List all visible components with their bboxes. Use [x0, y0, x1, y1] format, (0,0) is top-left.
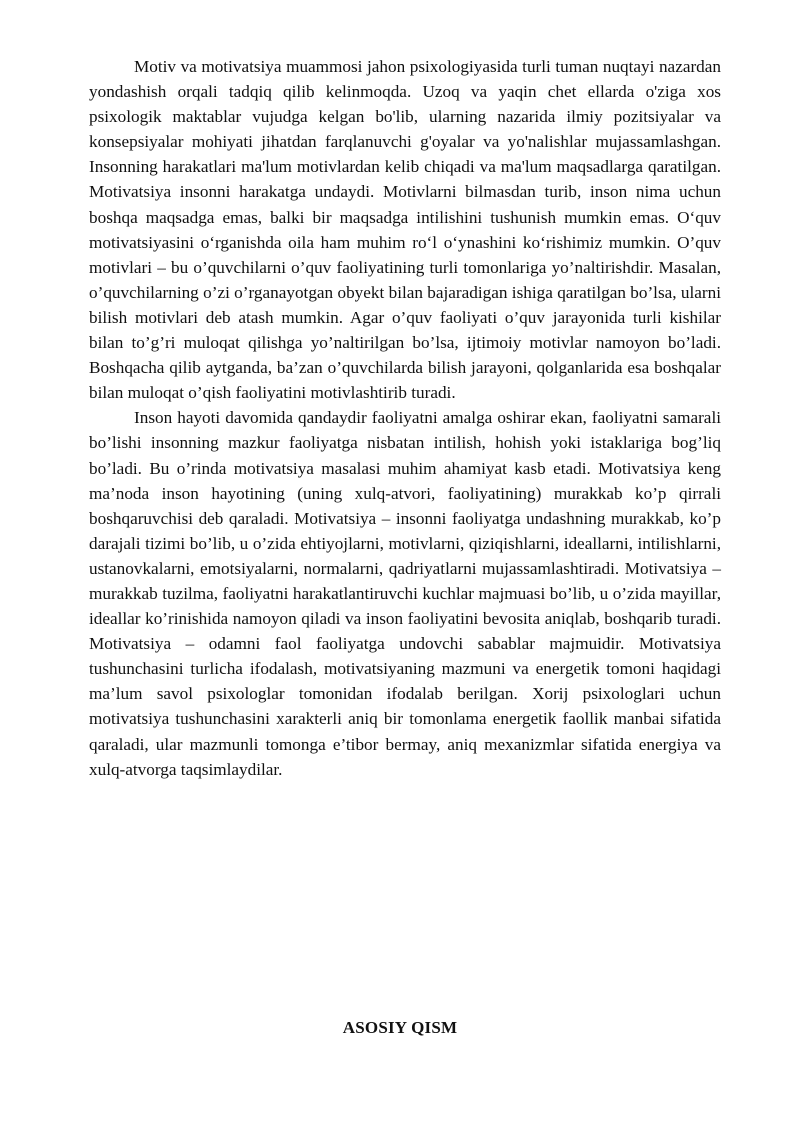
paragraph-motivation-research: Motiv va motivatsiya muammosi jahon psixologiyasida turli tuman nuqtayi nazardan yondashish orqali tadqiq qilib kelinmoqda. Uzoq va yaqin chet ellarda o'ziga xos psixologik maktablar vujudga kelgan bo'lib, ularning nazarida ilmiy pozitsiyalar va konsepsiyalar mohiyati jihatdan farqlanuvchi g'oyalar va yo'nalishlar mujassamlashgan. Insonning harakatlari ma'lum motivlardan kelib chiqadi va ma'lum maqsadlarga qaratilgan. Motivatsiya insonni harakatga undaydi. Motivlarni bilmasdan turib, inson nima uchun boshqa maqsadga emas, balki bir maqsadga intilishini tushunish mumkin emas. O‘quv motivatsiyasini o‘rganishda oila ham muhim ro‘l o‘ynashini ko‘rishimiz mumkin. O’quv motivlari – bu o’quvchilarni o’quv faoliyatining turli tomonlariga yo’naltirishdir. Masalan, o’quvchilarning o’zi o’rganayotgan obyekt bilan bajaradigan ishiga qaratilgan bo’lsa, ularni bilish motivlari deb atash mumkin. Agar o’quv faoliyati o’quv jarayonida turli kishilar bilan to’g’ri muloqat qilishga yo’naltirilgan bo’lsa, ijtimoiy motivlar namoyon bo’ladi. Boshqacha qilib aytganda, ba’zan o’quvchilarda bilish jarayoni, qolganlarida esa boshqalar bilan muloqat o’qish faoliyatini motivlashtirib turadi.	[89, 57, 721, 403]
body-text	[89, 54, 721, 782]
section-heading: ASOSIY QISM	[342, 1018, 458, 1037]
paragraph-motivation-definition: Inson hayoti davomida qandaydir faoliyatni amalga oshirar ekan, faoliyatni samarali bo’lishi insonning mazkur faoliyatga nisbatan intilish, hohish yoki istaklariga bog’liq bo’ladi. Bu o’rinda motivatsiya masalasi muhim ahamiyat kasb etadi. Motivatsiya keng ma’noda inson hayotining (uning xulq-atvori, faoliyatining) murakkab ko’p qirrali boshqaruvchisi deb qaraladi. Motivatsiya – insonni faoliyatga undashning murakkab, ko’p darajali tizimi bo’lib, u o’zida ehtiyojlarni, motivlarni, qiziqishlarni, ideallarni, intilishlarni, ustanovkalarni, emotsiyalarni, normalarni, qadriyatlarni mujassamlashtiradi. Motivatsiya – murakkab tuzilma, faoliyatni harakatlantiruvchi kuchlar majmuasi bo’lib, u o’zida mayillar, ideallar ko’rinishida namoyon qiladi va inson faoliyatini bevosita aniqlab, boshqarib turadi. Motivatsiya – odamni faol faoliyatga undovchi sabablar majmuidir. Motivatsiya tushunchasini turlicha ifodalash, motivatsiyaning mazmuni va energetik tomoni haqidagi ma’lum savol psixologlar tomonidan ifodalab berilgan. Xorij psixologlari uchun motivatsiya tushunchasini xarakterli aniq bir tomonlama energetik faollik manbai sifatida qaraladi, ular mazmunli tomonga e’tibor bermay, aniq mexanizmlar sifatida energiya va xulq-atvorga taqsimlaydilar.	[89, 408, 721, 779]
